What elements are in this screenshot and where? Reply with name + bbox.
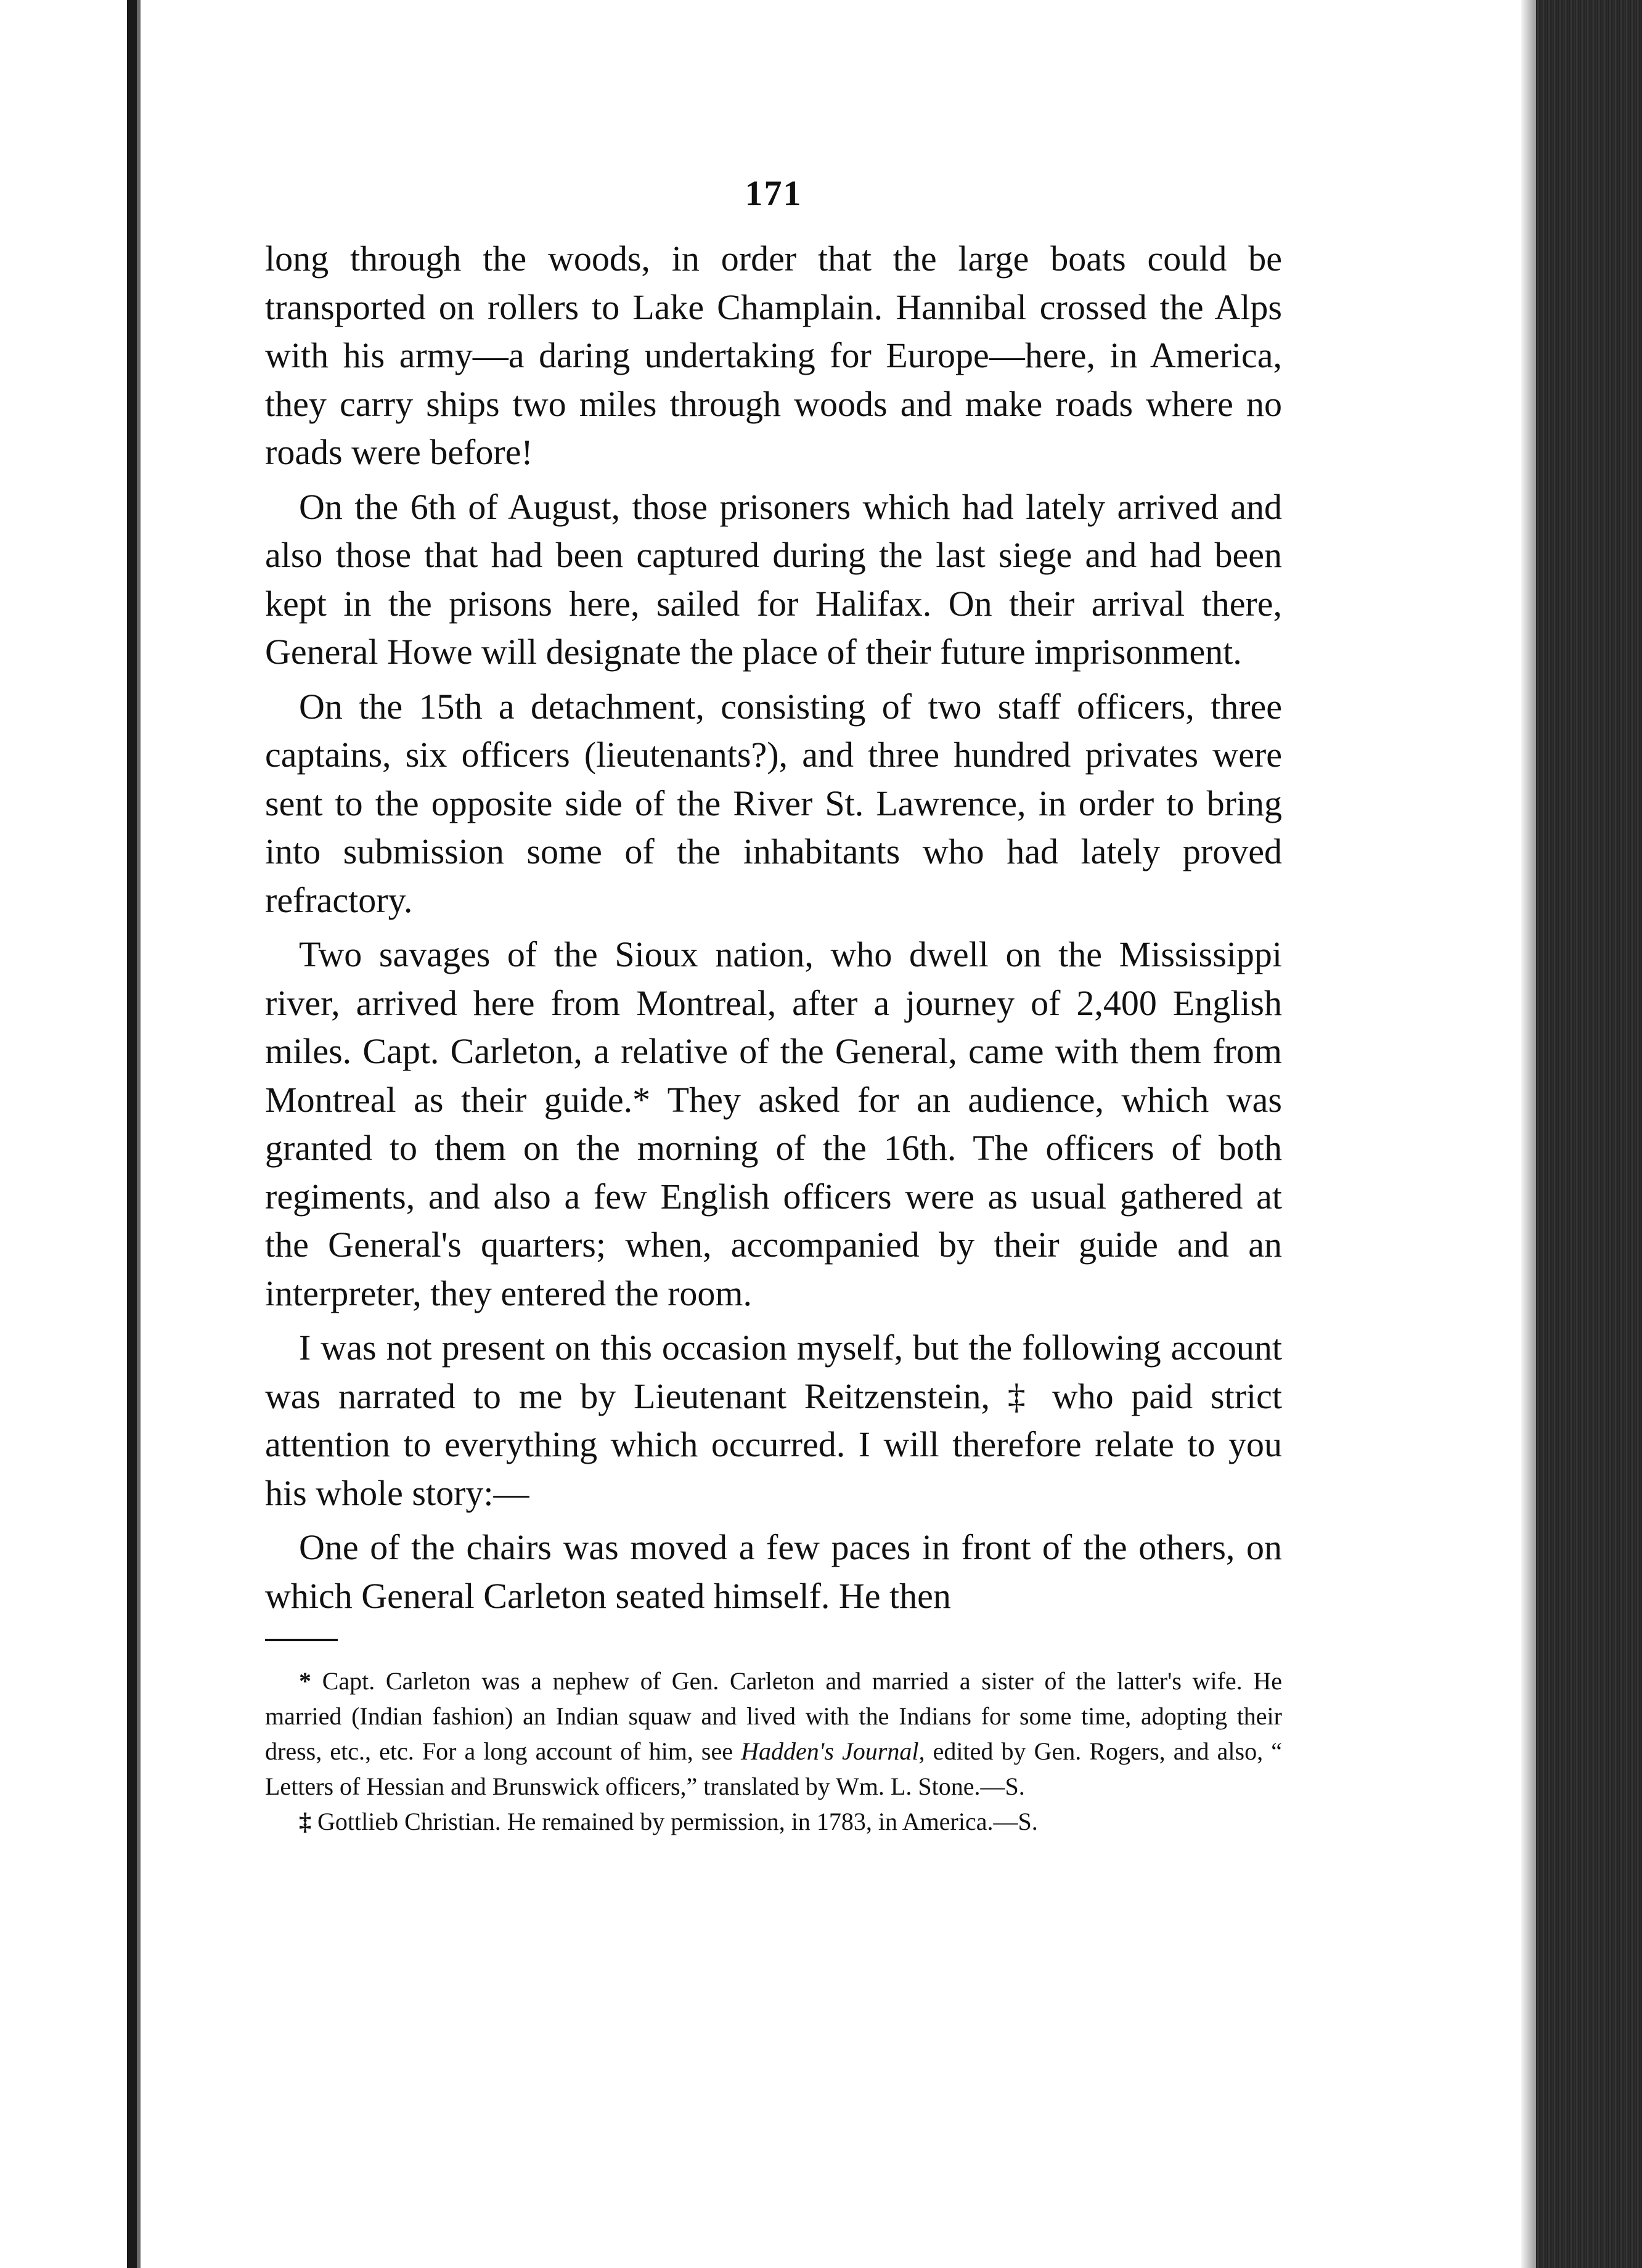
- footnote-reitzenstein-text: Gottlieb Christian. He remained by permission, in 1783, in America.—S.: [317, 1808, 1038, 1835]
- footnote-carleton-text-end: edited by Gen. Rogers, and also, “ Letters of Hessian and Brunswick officers,” translated by Wm. L. Stone.—S.: [265, 1737, 1282, 1800]
- page-number: 171: [745, 173, 803, 213]
- footnote-mark-double-dagger: ‡: [299, 1808, 311, 1835]
- footnote-carleton-text: Capt. Carleton was a nephew of Gen. Carleton and married a sister of the latter's wife. He married (Indian fashion) an Indian squaw and lived with the Indians for some time, adopting their dress, etc., etc. For a long account of him, see: [265, 1667, 1283, 1765]
- footnote-reitzenstein: [265, 1804, 1282, 1839]
- footnote-carleton: [265, 1663, 1282, 1804]
- scan-left-edge: [0, 0, 141, 2268]
- left-edge-shadow: [127, 0, 137, 2268]
- book-page: [265, 173, 1282, 1839]
- footnote-mark-asterisk: *: [299, 1667, 311, 1695]
- right-edge-shadow: [1521, 0, 1536, 2268]
- scan-right-edge: [1536, 0, 1642, 2268]
- footnote-rule: [265, 1639, 338, 1641]
- paragraph-chairs: One of the chairs was moved a few paces in front of the others, on which General Carleton seated himself. He then: [265, 1527, 1282, 1616]
- paragraph-detachment: On the 15th a detachment, consisting of two staff officers, three captains, six officers (lieutenants?), and three hundred privates were sent to the opposite side of the River St. Lawrence, in order to bring into submission some of the inhabitants who had lately proved refractory.: [265, 686, 1282, 920]
- paragraph-sioux: Two savages of the Sioux nation, who dwell on the Mississippi river, arrived here from Montreal, after a journey of 2,400 English miles. Capt. Carleton, a relative of the General, came with them from Montreal as their guide.* They asked for an audience, which was granted to them on the morning of the 16th. The officers of both regiments, and also a few English officers were as usual gathered at the General's quarters; when, accompanied by their guide and an interpreter, they entered the room.: [265, 934, 1282, 1313]
- paragraph-account: I was not present on this occasion myself, but the following account was narrated to me by Lieutenant Reitzenstein, ‡ who paid strict attention to everything which occurred. I will therefore relate to you his whole story:—: [265, 1328, 1282, 1513]
- paragraph-prisoners: On the 6th of August, those prisoners which had lately arrived and also those that had been captured during the last siege and had been kept in the prisons here, sailed for Halifax. On their arrival there, General Howe will designate the place of their future imprisonment.: [265, 486, 1282, 672]
- paragraph-continued: long through the woods, in order that the large boats could be transported on rollers to Lake Champlain. Hannibal crossed the Alps with his army—a daring undertaking for Europe—here, in America, they carry ships two miles through woods and make roads where no roads were before!: [265, 239, 1282, 472]
- footnote-journal-title: Hadden's Journal,: [741, 1737, 925, 1765]
- left-edge-gradient: [137, 0, 141, 2268]
